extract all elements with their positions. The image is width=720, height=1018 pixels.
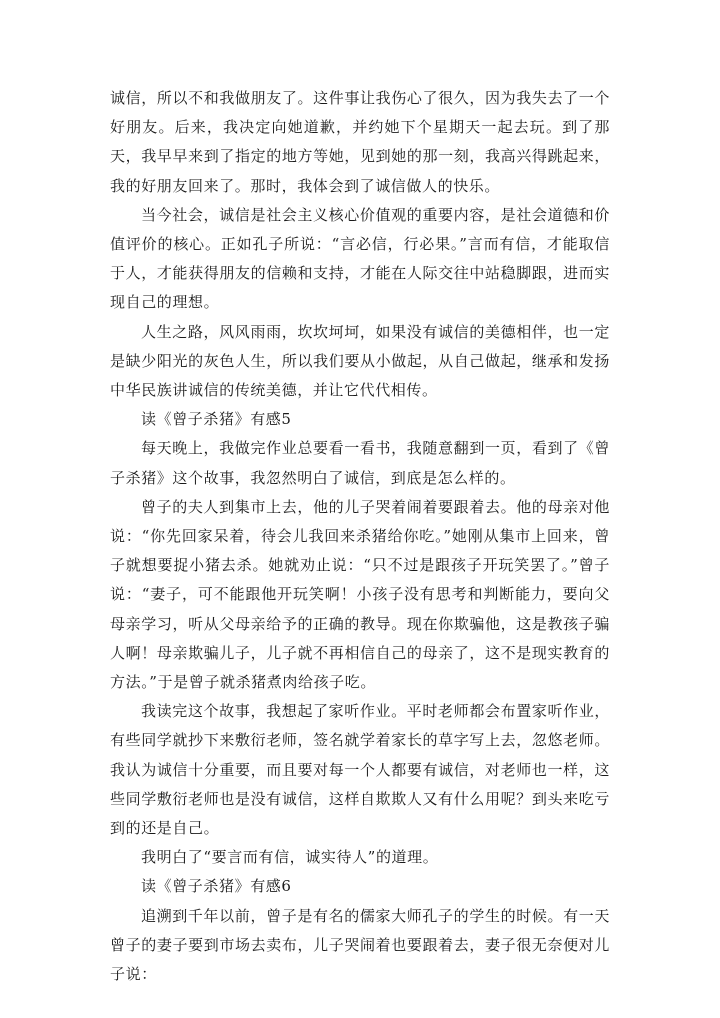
- section-heading-5: 读《曾子杀猪》有感5: [141, 410, 292, 429]
- paragraph-zengzi-story: 曾子的夫人到集市上去，他的儿子哭着闹着要跟着去。他的母亲对他说：“你先回家呆着，待会儿我回来杀猪给你吃。”她刚从集市上回来，曾子就想要捉小猪去杀。她就劝止说：“只不过是跟孩子开玩笑罢了。”曾子说：“妻子，可不能跟他开玩笑啊！小孩子没有思考和判断能力，要向父母亲学习，听从父母亲给予的正确的教导。现在你欺骗他，这是教孩子骗人啊！母亲欺骗儿子，儿子就不再相信自己的母亲了，这不是现实教育的方法。”于是曾子就杀猪煮肉给孩子吃。: [110, 497, 610, 692]
- paragraph-honesty-friend: 诚信，所以不和我做朋友了。这件事让我伤心了很久，因为我失去了一个好朋友。后来，我决定向她道歉，并约她下个星期天一起去玩。到了那天，我早早来到了指定的地方等她，见到她的那一刻，我高兴得跳起来，我的好朋友回来了。那时，我体会到了诚信做人的快乐。: [110, 89, 610, 195]
- section-heading-6: 读《曾子杀猪》有感6: [141, 877, 292, 896]
- paragraph-social-values: 当今社会，诚信是社会主义核心价值观的重要内容，是社会道德和价值评价的核心。正如孔子所说：“言必信，行必果。”言而有信，才能取信于人，才能获得朋友的信赖和支持，才能在人际交往中站稳脚跟，进而实现自己的理想。: [110, 205, 610, 312]
- paragraph-evening-reading: 每天晚上，我做完作业总要看一看书，我随意翻到一页，看到了《曾子杀猪》这个故事，我忽然明白了诚信，到底是怎么样的。: [110, 439, 610, 487]
- paragraph-life-path: 人生之路，风风雨雨，坎坎坷坷，如果没有诚信的美德相伴，也一定是缺少阳光的灰色人生，所以我们要从小做起，从自己做起，继承和发扬中华民族讲诚信的传统美德，并让它代代相传。: [110, 322, 610, 400]
- paragraph-homework-reflection: 我读完这个故事，我想起了家听作业。平时老师都会布置家听作业，有些同学就抄下来敷衍老师，签名就学着家长的草字写上去，忽悠老师。我认为诚信十分重要，而且要对每一个人都要有诚信，对老师也一样，这些同学敷衍老师也是没有诚信，这样自欺欺人又有什么用呢？到头来吃亏到的还是自己。: [110, 702, 610, 838]
- document-page: [110, 84, 610, 989]
- paragraph-lesson-learned: 我明白了“要言而有信，诚实待人”的道理。: [141, 848, 439, 867]
- paragraph-thousand-years-ago: 追溯到千年以前，曾子是有名的儒家大师孔子的学生的时候。有一天曾子的妻子要到市场去卖布，儿子哭闹着也要跟着去，妻子很无奈便对儿子说：: [110, 906, 610, 984]
